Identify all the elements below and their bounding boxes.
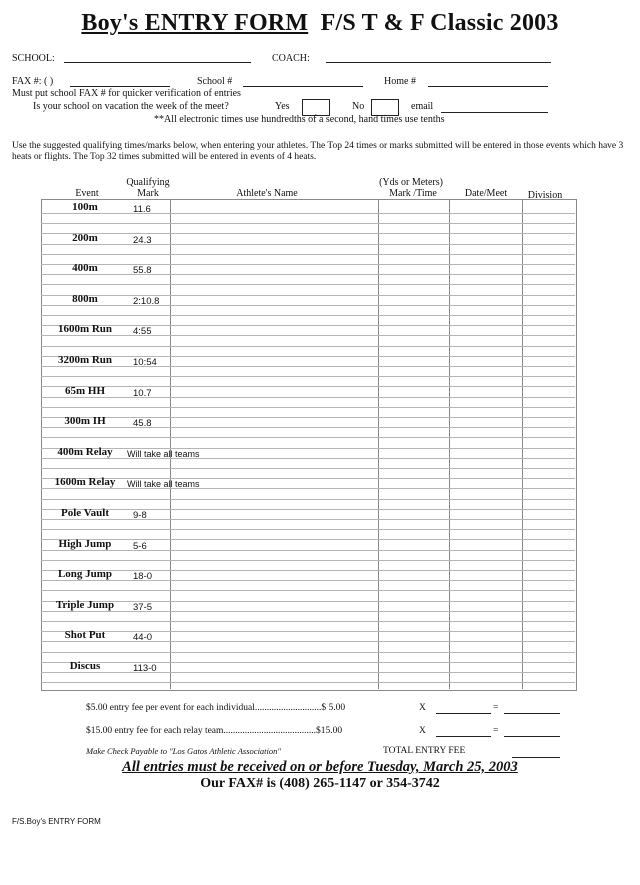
our-fax-notice: Our FAX# is (408) 265-1147 or 354-3742 bbox=[200, 776, 440, 791]
qualifying-mark: Will take all teams bbox=[127, 448, 200, 459]
column-divider bbox=[170, 199, 171, 689]
qualifying-mark: Will take all teams bbox=[127, 479, 200, 490]
event-name: High Jump bbox=[58, 537, 112, 550]
event-name: 200m bbox=[72, 231, 98, 244]
writing-line bbox=[41, 407, 575, 408]
event-name: 800m bbox=[72, 292, 98, 305]
qualifying-mark: 11.6 bbox=[133, 204, 151, 215]
writing-line bbox=[41, 366, 575, 367]
event-name: 1600m Run bbox=[57, 323, 113, 336]
event-name: 3200m Run bbox=[57, 354, 113, 366]
instructions-text: Use the suggested qualifying times/marks below, when entering your athletes. The Top 24 times or marks submitted will be entered in those events which have 3 heats or flights. The Top 32 times submitted will be entered in events of 4 heats. bbox=[12, 141, 624, 162]
writing-line bbox=[41, 611, 575, 612]
school-number-field[interactable] bbox=[243, 86, 363, 87]
qualifying-mark: 9-8 bbox=[133, 510, 147, 521]
no-label: No bbox=[352, 101, 365, 112]
fax-note: Must put school FAX # for quicker verification of entries bbox=[12, 88, 241, 99]
equals-sign: = bbox=[493, 703, 499, 713]
writing-line bbox=[41, 519, 575, 520]
writing-line bbox=[41, 213, 575, 214]
electronic-times-note: **All electronic times use hundredths of a second, hand times use tenths bbox=[154, 114, 445, 125]
writing-line bbox=[41, 468, 575, 469]
column-divider bbox=[378, 199, 379, 689]
school-label: SCHOOL: bbox=[12, 53, 55, 64]
times-sign: X bbox=[419, 703, 426, 713]
home-number-label: Home # bbox=[384, 76, 416, 87]
equals-sign: = bbox=[493, 726, 499, 736]
event-name: 400m Relay bbox=[57, 445, 113, 458]
writing-line bbox=[41, 223, 575, 224]
mark-time-header: Mark /Time bbox=[389, 188, 437, 199]
event-name: 1600m Relay bbox=[54, 476, 116, 489]
vacation-question: Is your school on vacation the week of the meet? bbox=[33, 101, 229, 112]
writing-line bbox=[41, 244, 575, 245]
relay-fee: $15.00 entry fee for each relay team.......................................$15.00 bbox=[86, 726, 343, 736]
qualifying-mark: 113-0 bbox=[133, 663, 157, 674]
qualifying-mark: 44-0 bbox=[133, 632, 153, 644]
writing-line bbox=[41, 254, 575, 255]
event-name: Pole Vault bbox=[61, 507, 109, 519]
individual-fee: $5.00 entry fee per event for each individual............................$ 5.00 bbox=[86, 703, 346, 713]
relay-count-field[interactable] bbox=[436, 736, 491, 737]
column-divider bbox=[522, 199, 523, 689]
column-divider bbox=[449, 199, 450, 689]
individual-count-field[interactable] bbox=[436, 713, 491, 714]
deadline-notice: All entries must be received on or before Tuesday, March 25, 2003 bbox=[122, 759, 518, 775]
form-title-main: Boy's ENTRY FORM bbox=[81, 10, 309, 36]
relay-total-field[interactable] bbox=[504, 736, 560, 737]
writing-line bbox=[41, 376, 575, 377]
event-name: 400m bbox=[72, 262, 98, 275]
writing-line bbox=[41, 682, 575, 683]
qualifying-mark: 4:55 bbox=[133, 326, 152, 338]
email-field[interactable] bbox=[441, 112, 548, 113]
writing-line bbox=[41, 284, 575, 285]
form-title-rest: F/S T & F Classic 2003 bbox=[320, 10, 559, 36]
qualifying-mark: 55.8 bbox=[133, 265, 152, 277]
date-meet-header: Date/Meet bbox=[464, 188, 508, 199]
total-entry-fee-label: TOTAL ENTRY FEE bbox=[383, 746, 466, 756]
writing-line bbox=[41, 652, 575, 653]
writing-line bbox=[41, 437, 575, 438]
home-number-field[interactable] bbox=[428, 86, 548, 87]
qualifying-mark: 5-6 bbox=[133, 540, 147, 552]
event-name: Shot Put bbox=[64, 629, 106, 642]
writing-line bbox=[41, 590, 575, 591]
writing-line bbox=[41, 550, 575, 551]
footer-label: F/S.Boy's ENTRY FORM bbox=[12, 817, 101, 826]
event-name: 65m HH bbox=[64, 384, 106, 397]
event-name: 100m bbox=[72, 201, 98, 213]
school-number-label: School # bbox=[197, 76, 233, 87]
qualifying-mark: 45.8 bbox=[133, 418, 152, 430]
writing-line bbox=[41, 397, 575, 398]
times-sign: X bbox=[419, 726, 426, 736]
qualifying-header: Qualifying bbox=[126, 177, 170, 188]
event-name: 300m IH bbox=[64, 415, 106, 428]
coach-field[interactable] bbox=[326, 62, 551, 63]
yes-label: Yes bbox=[275, 101, 290, 112]
fax-field[interactable] bbox=[70, 86, 170, 87]
check-payable-note: Make Check Payable to "Los Gatos Athletic Association" bbox=[86, 746, 281, 756]
writing-line bbox=[41, 458, 575, 459]
mark-header: Mark bbox=[137, 188, 159, 199]
school-field[interactable] bbox=[64, 62, 251, 63]
writing-line bbox=[41, 346, 575, 347]
event-name: Long Jump bbox=[57, 568, 113, 581]
writing-line bbox=[41, 672, 575, 673]
qualifying-mark: 37-5 bbox=[133, 601, 153, 613]
division-header: Division bbox=[527, 190, 563, 201]
writing-line bbox=[41, 315, 575, 316]
qualifying-mark: 18-0 bbox=[133, 571, 153, 583]
total-entry-fee-field[interactable] bbox=[512, 757, 560, 758]
event-name: Discus bbox=[69, 660, 101, 672]
writing-line bbox=[41, 529, 575, 530]
writing-line bbox=[41, 560, 575, 561]
qualifying-mark: 2:10.8 bbox=[133, 295, 160, 307]
qualifying-mark: 24.3 bbox=[133, 234, 152, 246]
email-label: email bbox=[411, 101, 434, 112]
event-header: Event bbox=[75, 188, 99, 199]
coach-label: COACH: bbox=[272, 53, 310, 64]
fax-label: FAX #: ( ) bbox=[12, 76, 54, 87]
event-name: Triple Jump bbox=[55, 598, 115, 611]
qualifying-mark: 10:54 bbox=[133, 357, 157, 368]
writing-line bbox=[41, 305, 575, 306]
writing-line bbox=[41, 621, 575, 622]
qualifying-mark: 10.7 bbox=[133, 387, 152, 399]
writing-line bbox=[41, 499, 575, 500]
athlete-name-header: Athlete's Name bbox=[236, 188, 298, 199]
individual-total-field[interactable] bbox=[504, 713, 560, 714]
yds-meters-header: (Yds or Meters) bbox=[379, 177, 443, 188]
form-title bbox=[0, 10, 640, 37]
